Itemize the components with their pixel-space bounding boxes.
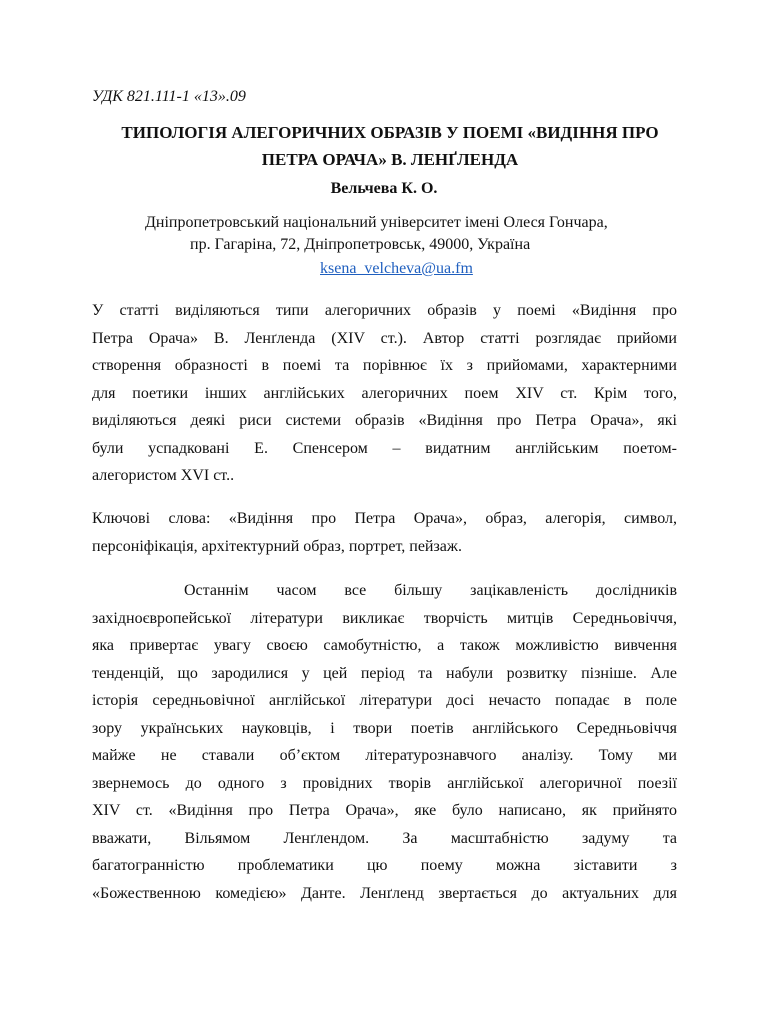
main-text-line: «Божественною комедією» Данте. Ленґленд звертається до актуальних для <box>92 884 677 902</box>
paper-title <box>80 119 700 173</box>
main-text-line: Останнім часом все більшу зацікавленість дослідників <box>184 582 677 599</box>
author-name: Вельчева К. О. <box>330 180 438 197</box>
main-text-line: тенденцій, що зародилися у цей період та набули розвитку пізніше. Але <box>92 664 677 682</box>
abstract-line: Петра Орача» В. Ленґленда (XIV ст.). Автор статті розглядає прийоми <box>92 329 677 347</box>
abstract-line: були успадковані Е. Спенсером – видатним англійським поетом- <box>92 439 677 457</box>
main-text-line: яка привертає увагу своєю самобутністю, а також можливістю вивчення <box>92 637 677 654</box>
keywords-line: Ключові слова: «Видіння про Петра Орача», образ, алегорія, символ, <box>92 510 677 527</box>
abstract <box>92 297 677 490</box>
abstract-line: створення образності в поемі та порівнює їх з прийомами, характерними <box>92 357 677 374</box>
affiliation-line: пр. Гагаріна, 72, Дніпропетровськ, 49000, Україна <box>190 236 531 253</box>
main-text <box>92 577 677 907</box>
main-text-line: XIV ст. «Видіння про Петра Орача», яке було написано, як прийнято <box>92 802 677 819</box>
abstract-line: У статті виділяються типи алегоричних образів у поемі «Видіння про <box>92 302 677 319</box>
abstract-line: для поетики інших англійських алегоричних поем XIV ст. Крім того, <box>92 384 677 402</box>
udk-code: УДК 821.111-1 «13».09 <box>92 88 246 105</box>
main-text-line: майже не ставали об’єктом літературознавчого аналізу. Тому ми <box>92 747 677 764</box>
main-text-line: вважати, Вільямом Ленґлендом. За масштабністю задуму та <box>92 829 677 847</box>
main-text-line: західноєвропейської літератури викликає творчість митців Середньовіччя, <box>92 609 677 627</box>
main-text-line: зору українських науковців, і твори поетів англійського Середньовіччя <box>92 719 677 737</box>
keywords <box>92 505 677 560</box>
main-text-line: звернемось до одного з провідних творів англійської алегоричної поезії <box>92 774 677 792</box>
main-text-line: історія середньовічної англійської літератури досі нечасто попадає в поле <box>92 692 677 709</box>
title-line: ПЕТРА ОРАЧА» В. ЛЕНҐЛЕНДА <box>261 150 519 169</box>
affiliation-line: Дніпропетровський національний університет імені Олеся Гончара, <box>145 214 608 231</box>
author-email-link[interactable]: ksena_velcheva@ua.fm <box>320 260 473 277</box>
title-line: ТИПОЛОГІЯ АЛЕГОРИЧНИХ ОБРАЗІВ У ПОЕМІ «ВИДІННЯ ПРО <box>121 123 659 142</box>
abstract-line: алегористом XVI ст.. <box>92 467 235 484</box>
keywords-line: персоніфікація, архітектурний образ, портрет, пейзаж. <box>92 537 462 555</box>
abstract-line: виділяються деякі риси системи образів «Видіння про Петра Орача», які <box>92 412 677 429</box>
main-text-line: багатогранністю проблематики цю поему можна зіставити з <box>92 857 677 874</box>
